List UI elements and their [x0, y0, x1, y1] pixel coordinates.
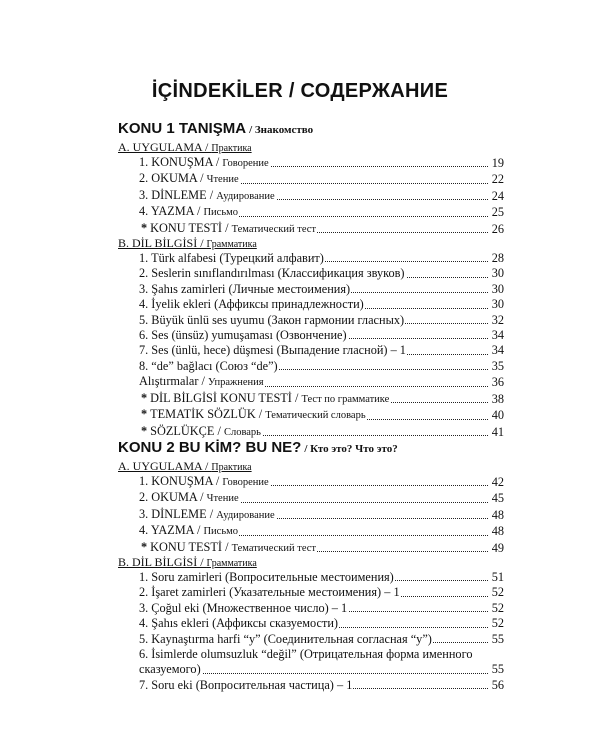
toc-entry-title: 1. KONUŞMA /: [139, 155, 223, 169]
toc-entry-title: 4. İyelik ekleri (Аффиксы принадлежности): [139, 297, 364, 312]
toc-entry-text: [139, 266, 406, 280]
toc-page-number: 34: [491, 343, 504, 358]
toc-entry-translation: Письмо: [203, 207, 238, 219]
toc-page-number: 30: [491, 297, 504, 312]
bullet-asterisk: *: [141, 220, 148, 235]
toc-page-number: 48: [491, 524, 504, 539]
toc-entry-title: 1. KONUŞMA /: [139, 474, 223, 488]
toc-entry-text: [139, 474, 270, 488]
toc-entry[interactable]: [139, 647, 504, 678]
toc-entry[interactable]: [139, 297, 504, 312]
toc-entry[interactable]: [139, 391, 504, 407]
toc-page-number: 56: [491, 677, 504, 692]
toc-entry-translation: Письмо: [203, 526, 238, 538]
toc-page-number: 36: [491, 375, 504, 390]
toc-entry[interactable]: [139, 221, 504, 237]
toc-entry-title: 6. Ses (ünsüz) yumuşaması (Озвончение): [139, 328, 347, 343]
toc-entry[interactable]: [139, 313, 504, 328]
toc-entry[interactable]: [139, 251, 504, 266]
toc-entry-title: 4. YAZMA /: [139, 204, 204, 219]
toc-entry-text: [139, 343, 407, 357]
toc-entry-title: 2. OKUMA /: [139, 490, 207, 505]
bullet-asterisk: *: [141, 423, 148, 438]
unit-heading-translation: / Кто это? Что это?: [304, 443, 398, 455]
toc-entry-text: [139, 540, 317, 554]
section-label-translation: Практика: [211, 143, 252, 154]
toc-entry-translation: Говорение: [222, 477, 269, 488]
toc-entry[interactable]: [139, 601, 504, 616]
toc-entry-translation: Чтение: [206, 493, 239, 505]
section-label-translation: Грамматика: [206, 558, 257, 570]
toc-entry-title: 3. DİNLEME /: [139, 187, 217, 202]
toc-page-number: 38: [491, 391, 504, 406]
toc-page-number: 45: [491, 491, 504, 506]
toc-entry[interactable]: [139, 171, 504, 187]
toc-entry-text: [139, 204, 239, 218]
section-label-translation: Практика: [211, 462, 252, 473]
toc-entry[interactable]: [139, 678, 504, 693]
toc-entry-text: [139, 251, 325, 265]
toc-entry-text: [139, 171, 240, 185]
unit-heading-title: KONU 2 BU KİM? BU NE?: [118, 439, 302, 456]
section-heading: [118, 556, 518, 570]
toc-entry-translation: Тематический тест: [231, 542, 317, 554]
toc-entry-translation: Тематический словарь: [265, 410, 366, 422]
toc-entry-text: [139, 359, 279, 373]
toc-entry[interactable]: [139, 540, 504, 556]
toc-entry[interactable]: [139, 570, 504, 585]
toc-entry-title: 2. Seslerin sınıflandırılması (Классификация звуков): [139, 266, 405, 281]
toc-entry-text: [139, 632, 433, 646]
toc-entry-translation: Говорение: [222, 158, 269, 169]
toc-entry[interactable]: [139, 328, 504, 343]
toc-entry-title: 8. “de” bağlacı (Союз “de”): [139, 358, 278, 373]
toc-page-number: 19: [491, 156, 504, 170]
toc-entry[interactable]: [139, 266, 504, 281]
toc-page-number: 52: [491, 616, 504, 631]
toc-entry-text: [139, 407, 367, 421]
toc-page-number: 32: [491, 312, 504, 327]
toc-entry-text: [139, 188, 276, 202]
toc-page-number: 24: [491, 188, 504, 203]
toc-page-number: 35: [491, 358, 504, 373]
section-label: A. UYGULAMA /: [118, 459, 212, 473]
bullet-asterisk: *: [141, 407, 148, 422]
toc-entry[interactable]: [139, 188, 504, 204]
toc-entry-text: [139, 374, 265, 388]
toc-entry-title: KONU TESTİ /: [150, 220, 232, 235]
unit-heading: [118, 121, 518, 138]
bullet-asterisk: *: [141, 390, 148, 405]
toc-entry-text-line1: 6. İsimlerde olumsuzluk “değil” (Отрицательная форма именного: [139, 647, 473, 662]
toc-entry-title: 2. İşaret zamirleri (Указательные местоимения) – 1: [139, 585, 400, 600]
unit-2: [118, 440, 518, 693]
toc-page-number: 22: [491, 172, 504, 187]
toc-entry-title: 5. Kaynaştırma harfi “y” (Соединительная согласная “y”): [139, 631, 432, 646]
toc-entry-title: 7. Soru eki (Вопросительная частица) – 1: [139, 677, 353, 692]
toc-page-number: 28: [491, 251, 504, 266]
toc-page-number: 25: [491, 205, 504, 220]
toc-entry-text: [139, 313, 405, 327]
toc-entry-title: 4. YAZMA /: [139, 523, 204, 538]
toc-page-number: 30: [491, 281, 504, 296]
section-label-translation: Грамматика: [206, 239, 257, 251]
toc-entry-text: [139, 523, 239, 537]
toc-page-number: 41: [491, 424, 504, 439]
unit-heading: [118, 440, 518, 457]
toc-entry[interactable]: [139, 282, 504, 297]
toc-entry[interactable]: [139, 424, 504, 440]
toc-entry[interactable]: [139, 204, 504, 220]
toc-page-number: 34: [491, 328, 504, 343]
toc-page-number: 52: [491, 600, 504, 615]
toc-entry-title: SÖZLÜKÇE /: [150, 423, 224, 438]
toc-entry[interactable]: [139, 632, 504, 647]
toc-page-number: 55: [491, 662, 504, 677]
toc-entry-text: [139, 391, 390, 405]
toc-entry-title: 3. DİNLEME /: [139, 506, 217, 521]
toc-entry-text: [139, 297, 365, 311]
section-heading: [118, 237, 518, 251]
toc-entry-title: 7. Ses (ünlü, hece) düşmesi (Выпадение гласной) – 1: [139, 343, 406, 358]
toc-entry[interactable]: [139, 343, 504, 358]
toc-page-number: 42: [491, 475, 504, 489]
toc-entry-text: [139, 328, 348, 342]
toc-entry-title: 3. Şahıs zamirleri (Личные местоимения): [139, 281, 351, 296]
toc-entry-title: 1. Türk alfabesi (Турецкий алфавит): [139, 251, 324, 266]
toc-entry[interactable]: [139, 359, 504, 374]
toc-entry-text: [139, 507, 276, 521]
toc-page-number: 40: [491, 408, 504, 423]
toc-entry[interactable]: [139, 374, 504, 390]
toc-page-number: 55: [491, 631, 504, 646]
toc-entry[interactable]: [139, 490, 504, 506]
toc-entry[interactable]: [139, 507, 504, 523]
toc-entry-text: [139, 601, 348, 615]
toc-entry[interactable]: [139, 523, 504, 539]
toc-entry-title: 5. Büyük ünlü ses uyumu (Закон гармонии гласных): [139, 312, 405, 327]
unit-heading-translation: / Знакомство: [249, 124, 314, 136]
toc-page-number: 48: [491, 507, 504, 522]
toc-entry-text: [139, 155, 270, 169]
page-title: İÇİNDEKİLER / СОДЕРЖАНИЕ: [151, 80, 449, 102]
toc-entry-title: TEMATİK SÖZLÜK /: [150, 407, 266, 422]
section-label: A. UYGULAMA /: [118, 140, 212, 154]
section-heading: [118, 141, 518, 155]
toc-entry-text: [139, 616, 339, 630]
toc-entry-title: 2. OKUMA /: [139, 171, 207, 186]
toc-entry-text: [139, 282, 351, 296]
toc-entry-text: [139, 221, 317, 235]
section-label: B. DİL BİLGİSİ /: [118, 236, 207, 251]
toc-entry-title: Alıştırmalar /: [139, 374, 208, 389]
toc-entry-title: KONU TESTİ /: [150, 539, 232, 554]
toc-entry[interactable]: [139, 474, 504, 490]
toc-entry-translation: Упражнения: [207, 377, 264, 389]
toc-page-number: 51: [491, 570, 504, 585]
toc-entry-title: 4. Şahıs ekleri (Аффиксы сказуемости): [139, 616, 338, 631]
toc-entry-title: DİL BİLGİSİ KONU TESTİ /: [150, 390, 302, 405]
unit-heading-title: KONU 1 TANIŞMA: [118, 120, 247, 137]
toc-entry[interactable]: [139, 407, 504, 423]
toc-page-number: 30: [491, 266, 504, 281]
toc-entry[interactable]: [139, 585, 504, 600]
toc-entry-translation: Тематический тест: [231, 223, 317, 235]
toc-page-number: 26: [491, 221, 504, 236]
section-heading: [118, 460, 518, 474]
toc-entry-translation: Аудирование: [216, 190, 275, 202]
toc-entry-translation: Аудирование: [216, 509, 275, 521]
toc-entry-text: [139, 678, 353, 692]
toc-entry-translation: Тест по грамматике: [301, 393, 390, 405]
toc-entry-text: [139, 585, 401, 599]
bullet-asterisk: *: [141, 539, 148, 554]
toc-entry-text: [139, 424, 262, 438]
toc-entry-text: [139, 490, 240, 504]
toc-entry-translation: Чтение: [206, 174, 239, 186]
toc-entry-title: 3. Çoğul eki (Множественное число) – 1: [139, 600, 348, 615]
toc-entry-text-line2: сказуемого): [139, 662, 201, 677]
toc-page-number: 52: [491, 585, 504, 600]
toc-entry-text: [139, 570, 395, 584]
toc-entry-translation: Словарь: [223, 426, 261, 438]
toc-entry[interactable]: [139, 616, 504, 631]
toc-entry-title: 1. Soru zamirleri (Вопросительные местоимения): [139, 570, 394, 585]
toc-page-number: 49: [491, 540, 504, 555]
unit-1: [118, 121, 518, 440]
toc-entry[interactable]: [139, 155, 504, 171]
section-label: B. DİL BİLGİSİ /: [118, 555, 207, 570]
